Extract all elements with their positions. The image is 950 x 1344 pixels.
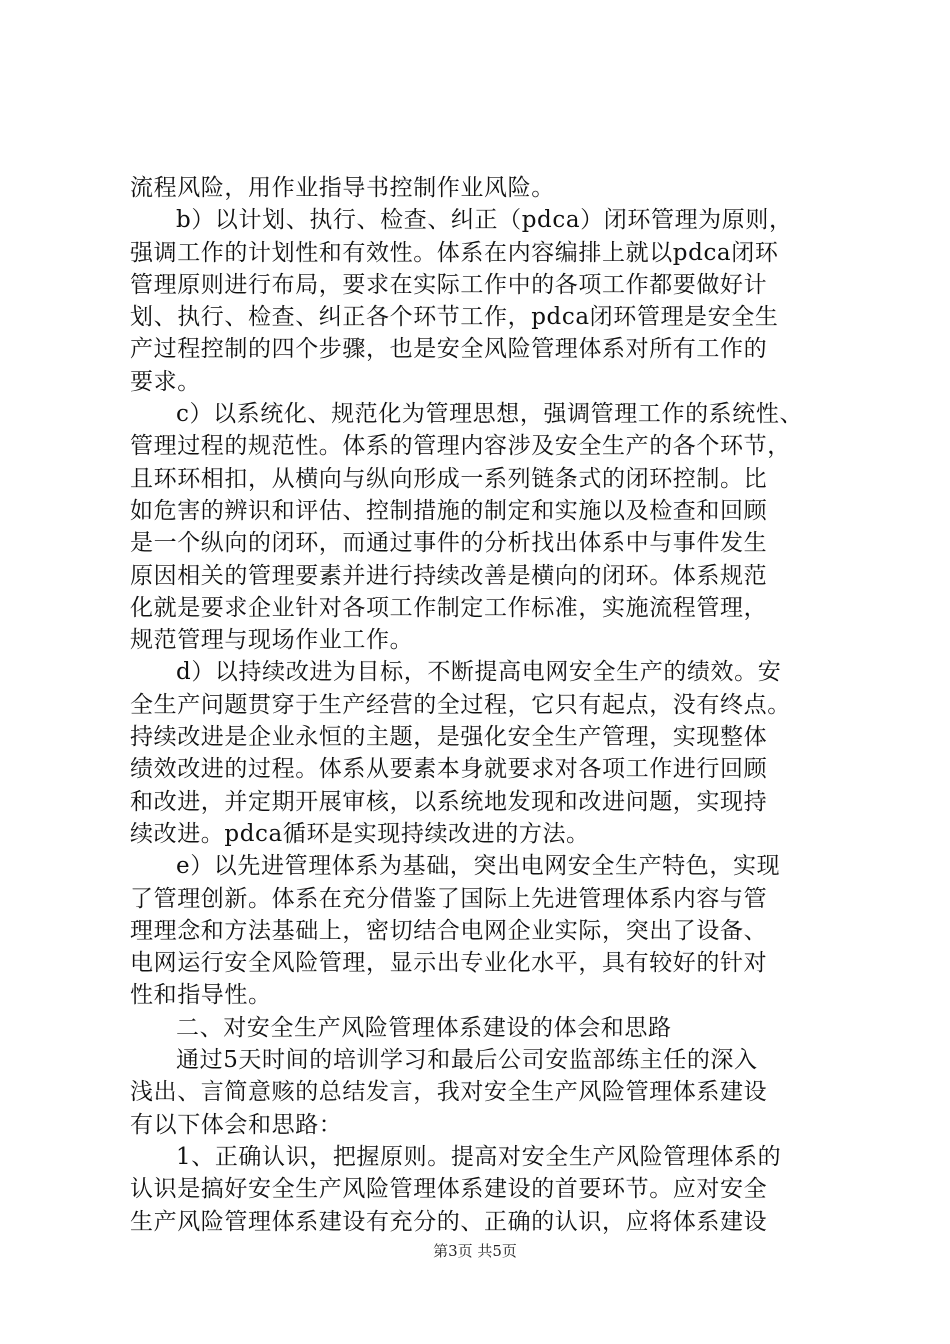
text-line: 强调工作的计划性和有效性。体系在内容编排上就以pdca闭环 xyxy=(130,239,779,266)
text-line: 化就是要求企业针对各项工作制定工作标准，实施流程管理， xyxy=(130,594,768,621)
text-line: 理理念和方法基础上，密切结合电网企业实际，突出了设备、 xyxy=(130,917,768,944)
paragraph-b-start: b）以计划、执行、检查、纠正（pdca）闭环管理为原则， xyxy=(176,207,793,234)
page-footer: 第3页 共5页 xyxy=(433,1242,517,1260)
text-line: 要求。 xyxy=(130,368,201,395)
paragraph-c-start: c）以系统化、规范化为管理思想，强调管理工作的系统性、 xyxy=(176,401,804,428)
text-line: 流程风险，用作业指导书控制作业风险。 xyxy=(130,175,555,201)
text-line: 认识是搞好安全生产风险管理体系建设的首要环节。应对安全 xyxy=(130,1176,768,1203)
text-line: 全生产问题贯穿于生产经营的全过程，它只有起点，没有终点。 xyxy=(130,691,791,718)
text-line: 续改进。pdca循环是实现持续改进的方法。 xyxy=(130,820,590,847)
text-line: 管理过程的规范性。体系的管理内容涉及安全生产的各个环节， xyxy=(130,433,791,460)
text-line: 浅出、言简意赅的总结发言，我对安全生产风险管理体系建设 xyxy=(130,1079,768,1106)
document-body xyxy=(130,172,846,1238)
text-line: 如危害的辨识和评估、控制措施的制定和实施以及检查和回顾 xyxy=(130,497,768,524)
paragraph-e-start: e）以先进管理体系为基础，突出电网安全生产特色，实现 xyxy=(176,853,781,880)
text-line: 管理原则进行布局，要求在实际工作中的各项工作都要做好计 xyxy=(130,271,768,298)
text-line: 原因相关的管理要素并进行持续改善是横向的闭环。体系规范 xyxy=(130,562,768,589)
paragraph-d-start: d）以持续改进为目标，不断提高电网安全生产的绩效。安 xyxy=(176,659,782,686)
text-line: 且环环相扣，从横向与纵向形成一系列链条式的闭环控制。比 xyxy=(130,465,768,492)
text-line: 是一个纵向的闭环，而通过事件的分析找出体系中与事件发生 xyxy=(130,530,768,557)
paragraph-1-start: 1、正确认识，把握原则。提高对安全生产风险管理体系的 xyxy=(176,1143,782,1170)
text-line: 电网运行安全风险管理，显示出专业化水平，具有较好的针对 xyxy=(130,950,768,977)
text-line: 性和指导性。 xyxy=(130,982,272,1009)
text-line: 划、执行、检查、纠正各个环节工作，pdca闭环管理是安全生 xyxy=(130,304,779,331)
text-line: 持续改进是企业永恒的主题，是强化安全生产管理，实现整体 xyxy=(130,724,768,751)
text-line: 和改进，并定期开展审核，以系统地发现和改进问题，实现持 xyxy=(130,788,768,815)
section-heading: 二、对安全生产风险管理体系建设的体会和思路 xyxy=(176,1014,672,1041)
paragraph-intro-start: 通过5天时间的培训学习和最后公司安监部练主任的深入 xyxy=(176,1047,758,1074)
text-line: 规范管理与现场作业工作。 xyxy=(130,627,414,654)
text-line: 生产风险管理体系建设有充分的、正确的认识，应将体系建设 xyxy=(130,1208,768,1235)
text-line: 了管理创新。体系在充分借鉴了国际上先进管理体系内容与管 xyxy=(130,885,768,912)
text-line: 绩效改进的过程。体系从要素本身就要求对各项工作进行回顾 xyxy=(130,756,768,783)
text-line: 有以下体会和思路： xyxy=(130,1111,343,1138)
text-line: 产过程控制的四个步骤，也是安全风险管理体系对所有工作的 xyxy=(130,336,768,363)
